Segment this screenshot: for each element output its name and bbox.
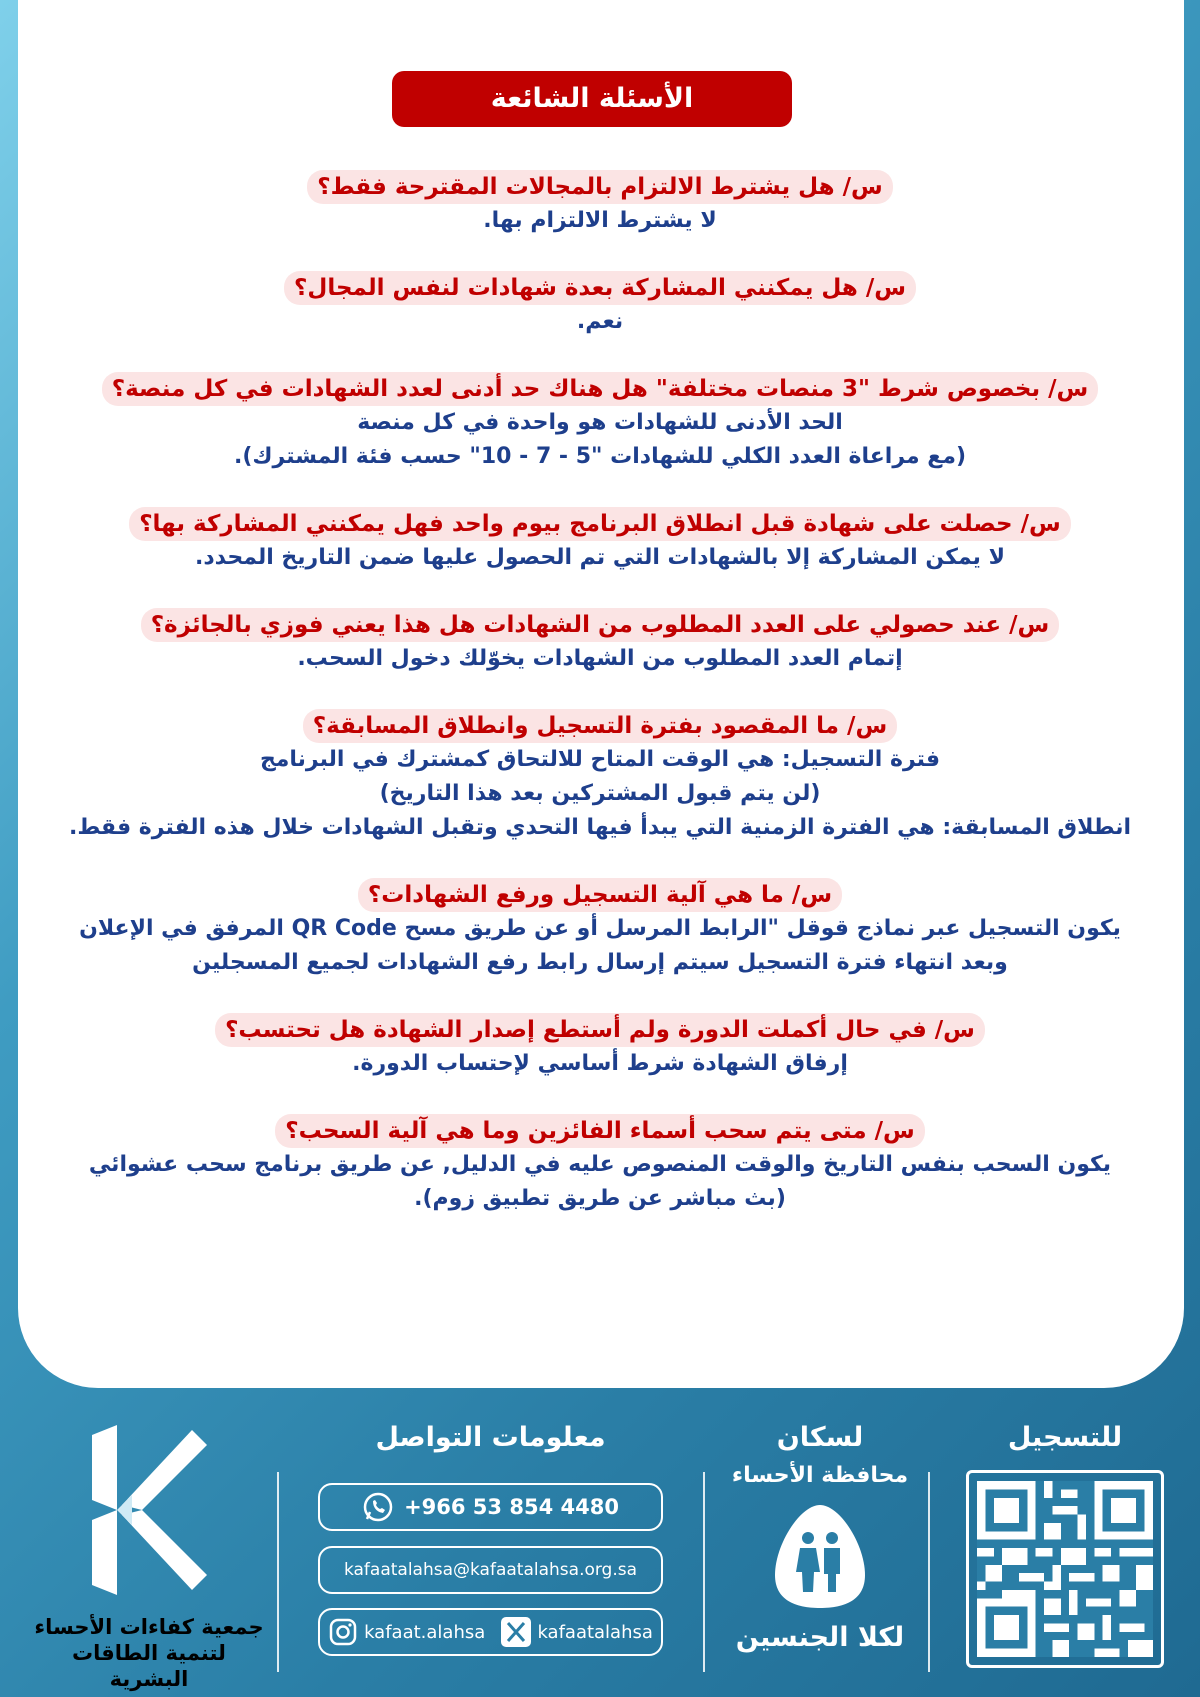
faq-answer-line: إتمام العدد المطلوب من الشهادات يخوّلك دخول السحب. [297, 646, 903, 671]
faq-answer-line: يكون السحب بنفس التاريخ والوقت المنصوص عليه في الدليل, عن طريق برنامج سحب عشوائي [88, 1152, 1112, 1177]
x-icon [501, 1617, 531, 1647]
org-name [30, 1614, 268, 1692]
phone-pill[interactable] [318, 1483, 663, 1531]
residents-label: لسكان [776, 1422, 864, 1453]
divider [928, 1472, 930, 1672]
faq-answer-line: الحد الأدنى للشهادات هو واحدة في كل منصة [357, 410, 843, 435]
x-handle: kafaatalahsa [537, 1621, 653, 1643]
divider [703, 1472, 705, 1672]
faq-answer-line: (لن يتم قبول المشتركين بعد هذا التاريخ) [379, 781, 821, 806]
people-icon [770, 1500, 870, 1610]
faq-question: س/ متى يتم سحب أسماء الفائزين وما هي آلية السحب؟ [275, 1114, 924, 1148]
faq-question: س/ حصلت على شهادة قبل انطلاق البرنامج بيوم واحد فهل يمكنني المشاركة بها؟ [129, 507, 1071, 541]
faq-answer-line: نعم. [576, 309, 624, 334]
faq-answer-line: فترة التسجيل: هي الوقت المتاح للالتحاق كمشترك في البرنامج [259, 747, 941, 772]
page-title: الأسئلة الشائعة [392, 71, 792, 127]
faq-question: س/ بخصوص شرط "3 منصات مختلفة" هل هناك حد أدنى لعدد الشهادات في كل منصة؟ [102, 372, 1098, 406]
faq-question: س/ عند حصولي على العدد المطلوب من الشهادات هل هذا يعني فوزي بالجائزة؟ [141, 608, 1060, 642]
faq-answer-line: لا يمكن المشاركة إلا بالشهادات التي تم الحصول عليها ضمن التاريخ المحدد. [195, 545, 1005, 570]
faq-answer-line: إرفاق الشهادة شرط أساسي لإحتساب الدورة. [352, 1051, 848, 1076]
faq-answer-line: وبعد انتهاء فترة التسجيل سيتم إرسال رابط رفع الشهادات لجميع المسجلين [192, 950, 1008, 975]
email-pill[interactable] [318, 1546, 663, 1594]
faq-item [40, 608, 1160, 676]
org-name-line2: لتنمية الطاقات البشرية [72, 1641, 226, 1691]
faq-item [40, 507, 1160, 575]
faq-answer-line: يكون التسجيل عبر نماذج قوقل "الرابط المرسل أو عن طريق مسح QR Code المرفق في الإعلان [79, 916, 1121, 941]
faq-item [40, 1013, 1160, 1081]
faq-answer-line: (مع مراعاة العدد الكلي للشهادات "5 - 7 - 10" حسب فئة المشترك). [233, 444, 967, 469]
instagram-handle: kafaat.alahsa [364, 1621, 486, 1643]
kafaat-logo [92, 1425, 212, 1595]
faq-item [40, 878, 1160, 980]
email-address: kafaatalahsa@kafaatalahsa.org.sa [343, 1560, 638, 1580]
social-pill[interactable] [318, 1608, 663, 1656]
faq-list [40, 170, 1160, 1249]
org-name-line1: جمعية كفاءات الأحساء [34, 1615, 264, 1639]
qr-code[interactable] [966, 1470, 1164, 1668]
faq-question: س/ ما هي آلية التسجيل ورفع الشهادات؟ [358, 878, 842, 912]
faq-item [40, 709, 1160, 845]
faq-question: س/ ما المقصود بفترة التسجيل وانطلاق المسابقة؟ [303, 709, 897, 743]
faq-item [40, 1114, 1160, 1216]
phone-number: +966 53 854 4480 [404, 1495, 619, 1519]
instagram-icon [328, 1617, 358, 1647]
whatsapp-icon [362, 1491, 394, 1523]
faq-item [40, 170, 1160, 238]
x-link[interactable] [501, 1617, 652, 1647]
faq-answer-line: (بث مباشر عن طريق تطبيق زوم). [414, 1186, 786, 1211]
faq-item [40, 372, 1160, 474]
faq-item [40, 271, 1160, 339]
instagram-link[interactable] [328, 1617, 485, 1647]
faq-answer-line: لا يشترط الالتزام بها. [483, 208, 717, 233]
faq-answer-line: انطلاق المسابقة: هي الفترة الزمنية التي يبدأ فيها التحدي وتقبل الشهادات خلال هذه الفترة فقط. [68, 815, 1132, 840]
faq-question: س/ هل يمكنني المشاركة بعدة شهادات لنفس المجال؟ [284, 271, 916, 305]
divider [277, 1472, 279, 1672]
region-label: محافظة الأحساء [731, 1463, 909, 1488]
faq-question: س/ هل يشترط الالتزام بالمجالات المقترحة فقط؟ [307, 170, 892, 204]
faq-question: س/ في حال أكملت الدورة ولم أستطع إصدار الشهادة هل تحتسب؟ [215, 1013, 985, 1047]
genders-label: لكلا الجنسين [735, 1622, 905, 1653]
contact-title: معلومات التواصل [375, 1422, 606, 1453]
register-label: للتسجيل [1007, 1422, 1123, 1453]
